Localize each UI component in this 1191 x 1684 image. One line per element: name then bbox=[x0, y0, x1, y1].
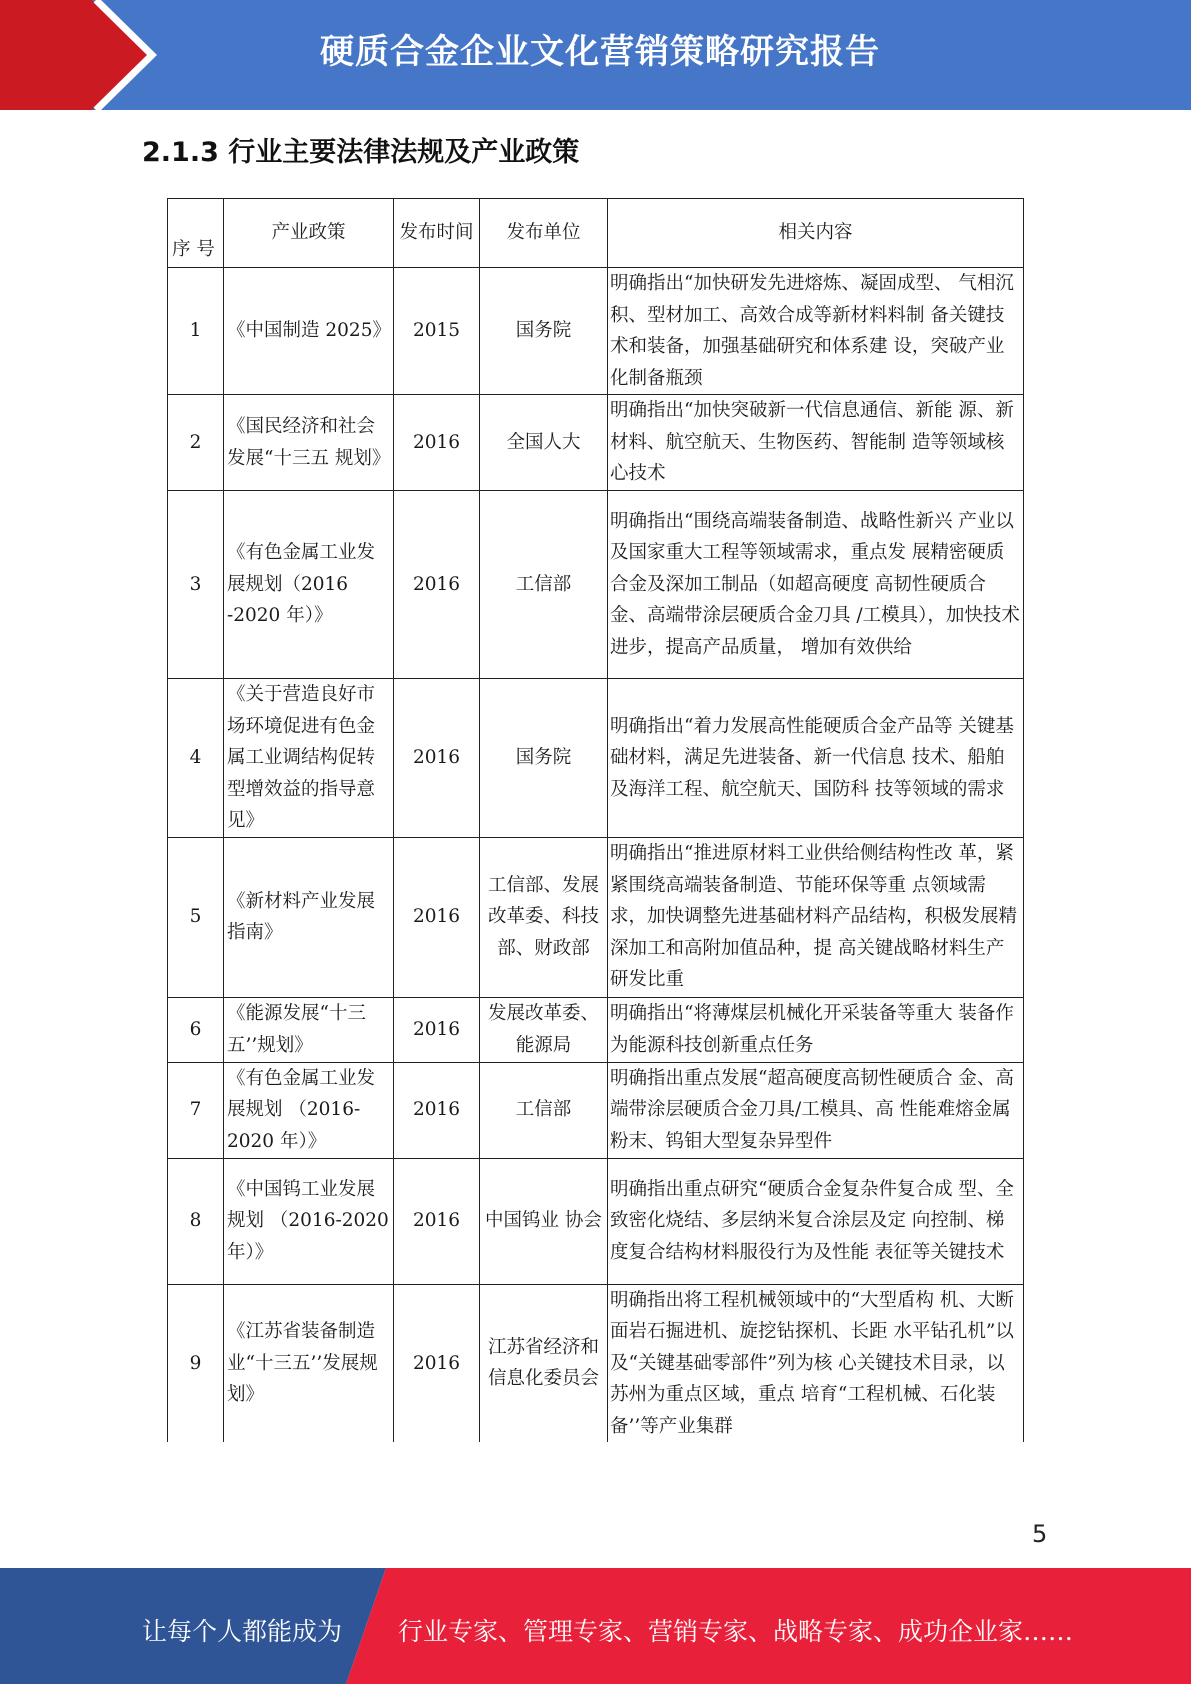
table-header-row bbox=[168, 199, 1024, 268]
policy-table bbox=[167, 198, 1024, 1442]
table-row bbox=[168, 1158, 1024, 1284]
column-header-seq: 序 号 bbox=[168, 199, 224, 268]
table-row bbox=[168, 1062, 1024, 1158]
row-content: 明确指出重点发展“超高硬度高韧性硬质合 金、高端带涂层硬质合金刀具/工模具、高 性能难熔金属粉末、钨钼大型复杂异型件 bbox=[608, 1062, 1024, 1158]
row-issuer: 工信部 bbox=[480, 1062, 608, 1158]
row-issuer: 工信部、发展改革委、科技部、财政部 bbox=[480, 837, 608, 997]
footer-slogan-right: 行业专家、管理专家、营销专家、战略专家、成功企业家…… bbox=[398, 1617, 1074, 1646]
column-header-issuer: 发布单位 bbox=[480, 199, 608, 268]
row-year: 2016 bbox=[394, 491, 480, 679]
row-issuer: 江苏省经济和信息化委员会 bbox=[480, 1284, 608, 1442]
row-policy: 《有色金属工业发展规划（2016 -2020 年）》 bbox=[224, 491, 394, 679]
row-content: 明确指出“围绕高端装备制造、战略性新兴 产业以及国家重大工程等领域需求，重点发 展精密硬质合金及深加工制品（如超高硬度 高韧性硬质合金、高端带涂层硬质合金刀具 /工模具），加快技术进步，提高产品质量， 增加有效供给 bbox=[608, 491, 1024, 679]
row-content: 明确指出“将薄煤层机械化开采装备等重大 装备作为能源科技创新重点任务 bbox=[608, 997, 1024, 1062]
row-seq: 8 bbox=[168, 1158, 224, 1284]
row-issuer: 发展改革委、能源局 bbox=[480, 997, 608, 1062]
row-year: 2016 bbox=[394, 837, 480, 997]
table-row bbox=[168, 1284, 1024, 1442]
table-row bbox=[168, 268, 1024, 395]
row-policy: 《国民经济和社会发展“十三五 规划》 bbox=[224, 395, 394, 491]
row-content: 明确指出将工程机械领域中的“大型盾构 机、大断面岩石掘进机、旋挖钻探机、长距 水平钻孔机”以及“关键基础零部件”列为核 心关键技术目录，以苏州为重点区域，重点 培育“工程机械、石化装备’’等产业集群 bbox=[608, 1284, 1024, 1442]
footer-slogan-left: 让每个人都能成为 bbox=[142, 1617, 343, 1646]
row-content: 明确指出重点研究“硬质合金复杂件复合成 型、全致密化烧结、多层纳米复合涂层及定 向控制、梯度复合结构材料服役行为及性能 表征等关键技术 bbox=[608, 1158, 1024, 1284]
row-policy: 《有色金属工业发展规划 （2016-2020 年）》 bbox=[224, 1062, 394, 1158]
row-seq: 6 bbox=[168, 997, 224, 1062]
table-row bbox=[168, 679, 1024, 838]
row-seq: 4 bbox=[168, 679, 224, 838]
row-policy: 《中国钨工业发展规划 （2016-2020 年）》 bbox=[224, 1158, 394, 1284]
row-issuer: 国务院 bbox=[480, 679, 608, 838]
row-seq: 2 bbox=[168, 395, 224, 491]
row-year: 2016 bbox=[394, 679, 480, 838]
column-header-content: 相关内容 bbox=[608, 199, 1024, 268]
row-content: 明确指出“着力发展高性能硬质合金产品等 关键基础材料，满足先进装备、新一代信息 技术、船舶及海洋工程、航空航天、国防科 技等领域的需求 bbox=[608, 679, 1024, 838]
table-row bbox=[168, 997, 1024, 1062]
row-seq: 7 bbox=[168, 1062, 224, 1158]
row-seq: 3 bbox=[168, 491, 224, 679]
row-content: 明确指出“推进原材料工业供给侧结构性改 革，紧紧围绕高端装备制造、节能环保等重 点领域需求，加快调整先进基础材料产品结构，积极发展精深加工和高附加值品种，提 高关键战略材料生产研发比重 bbox=[608, 837, 1024, 997]
section-heading: 2.1.3 行业主要法律法规及产业政策 bbox=[142, 137, 580, 168]
table-row bbox=[168, 491, 1024, 679]
row-issuer: 国务院 bbox=[480, 268, 608, 395]
row-seq: 1 bbox=[168, 268, 224, 395]
row-year: 2015 bbox=[394, 268, 480, 395]
row-policy: 《能源发展“十三五’’规划》 bbox=[224, 997, 394, 1062]
row-year: 2016 bbox=[394, 395, 480, 491]
column-header-date: 发布时间 bbox=[394, 199, 480, 268]
report-title: 硬质合金企业文化营销策略研究报告 bbox=[320, 32, 880, 72]
report-footer bbox=[0, 1568, 1191, 1684]
row-year: 2016 bbox=[394, 1284, 480, 1442]
row-issuer: 全国人大 bbox=[480, 395, 608, 491]
row-seq: 9 bbox=[168, 1284, 224, 1442]
row-issuer: 中国钨业 协会 bbox=[480, 1158, 608, 1284]
row-policy: 《中国制造 2025》 bbox=[224, 268, 394, 395]
row-issuer: 工信部 bbox=[480, 491, 608, 679]
table-row bbox=[168, 395, 1024, 491]
row-seq: 5 bbox=[168, 837, 224, 997]
report-header bbox=[0, 0, 1191, 110]
row-year: 2016 bbox=[394, 1158, 480, 1284]
column-header-policy: 产业政策 bbox=[224, 199, 394, 268]
row-content: 明确指出“加快研发先进熔炼、凝固成型、 气相沉积、型材加工、高效合成等新材料料制 备关键技术和装备，加强基础研究和体系建 设，突破产业化制备瓶颈 bbox=[608, 268, 1024, 395]
row-content: 明确指出“加快突破新一代信息通信、新能 源、新材料、航空航天、生物医药、智能制 造等领域核心技术 bbox=[608, 395, 1024, 491]
page-number: 5 bbox=[1032, 1520, 1048, 1548]
row-year: 2016 bbox=[394, 1062, 480, 1158]
row-policy: 《江苏省装备制造业“十三五’’发展规划》 bbox=[224, 1284, 394, 1442]
row-policy: 《新材料产业发展指南》 bbox=[224, 837, 394, 997]
row-policy: 《关于营造良好市场环境促进有色金属工业调结构促转型增效益的指导意见》 bbox=[224, 679, 394, 838]
row-year: 2016 bbox=[394, 997, 480, 1062]
table-row bbox=[168, 837, 1024, 997]
